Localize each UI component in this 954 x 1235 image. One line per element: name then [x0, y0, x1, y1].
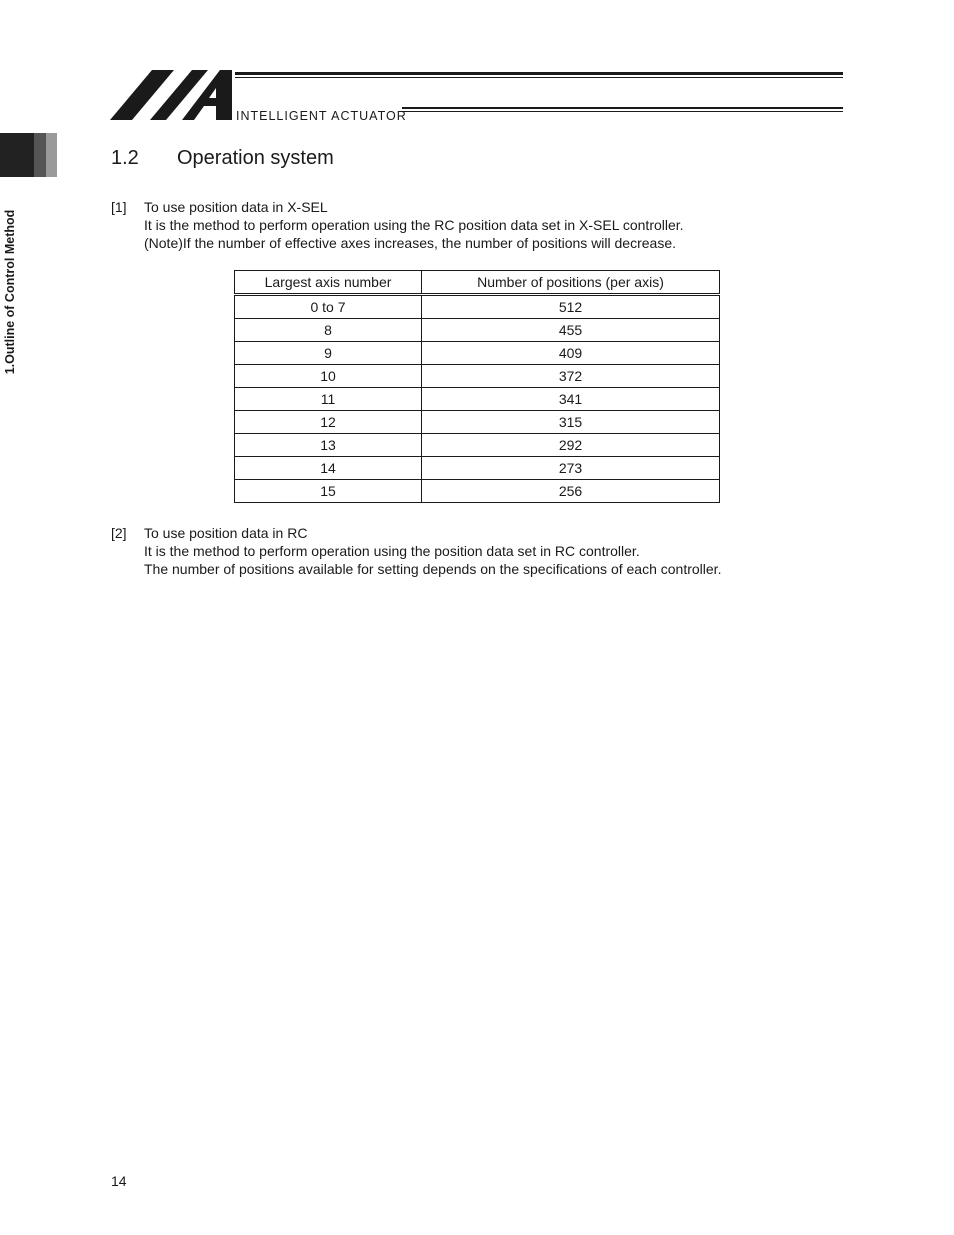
header-rule-top-thin — [235, 77, 843, 78]
side-chapter-label: 1.Outline of Control Method — [3, 209, 17, 375]
axis-cell: 12 — [235, 411, 422, 434]
positions-cell: 455 — [422, 319, 720, 342]
axis-cell: 10 — [235, 365, 422, 388]
page-number: 14 — [111, 1173, 127, 1189]
positions-cell: 372 — [422, 365, 720, 388]
section-number: 1.2 — [111, 147, 139, 169]
positions-table — [234, 270, 720, 503]
positions-cell: 292 — [422, 434, 720, 457]
positions-cell: 256 — [422, 480, 720, 503]
positions-cell: 315 — [422, 411, 720, 434]
item1-line-1: It is the method to perform operation using the RC position data set in X-SEL controller. — [144, 217, 684, 233]
table-row — [235, 411, 720, 434]
brand-text: INTELLIGENT ACTUATOR — [236, 109, 407, 123]
axis-cell: 11 — [235, 388, 422, 411]
item1-marker: [1] — [111, 199, 127, 215]
side-tab-light-block — [46, 133, 57, 177]
header-positions: Number of positions (per axis) — [422, 271, 720, 295]
item2-line-1: It is the method to perform operation using the position data set in RC controller. — [144, 543, 640, 559]
iai-logo — [110, 68, 235, 122]
positions-cell: 273 — [422, 457, 720, 480]
axis-cell: 0 to 7 — [235, 295, 422, 319]
table-header-row — [235, 271, 720, 295]
positions-cell: 341 — [422, 388, 720, 411]
table-row — [235, 295, 720, 319]
table-row — [235, 388, 720, 411]
table-row — [235, 457, 720, 480]
item2-marker: [2] — [111, 525, 127, 541]
item2-line-2: The number of positions available for setting depends on the specifications of each controller. — [144, 561, 722, 577]
item1-title: To use position data in X-SEL — [144, 199, 328, 215]
header-rule-bottom-thin — [402, 111, 843, 112]
axis-cell: 14 — [235, 457, 422, 480]
item1-line-2: (Note)If the number of effective axes increases, the number of positions will decrease. — [144, 235, 677, 251]
section-title: Operation system — [177, 147, 334, 169]
header-rule-top-thick — [235, 72, 843, 75]
table-row — [235, 434, 720, 457]
table-row — [235, 342, 720, 365]
table-row — [235, 319, 720, 342]
header-rule-bottom-thick — [402, 107, 843, 109]
table-row — [235, 480, 720, 503]
positions-cell: 512 — [422, 295, 720, 319]
side-tab-dark-block — [0, 133, 34, 177]
axis-cell: 13 — [235, 434, 422, 457]
positions-cell: 409 — [422, 342, 720, 365]
axis-cell: 8 — [235, 319, 422, 342]
header-axis-number: Largest axis number — [235, 271, 422, 295]
axis-cell: 15 — [235, 480, 422, 503]
item2-title: To use position data in RC — [144, 525, 308, 541]
axis-cell: 9 — [235, 342, 422, 365]
side-tab-mid-block — [34, 133, 46, 177]
table-row — [235, 365, 720, 388]
